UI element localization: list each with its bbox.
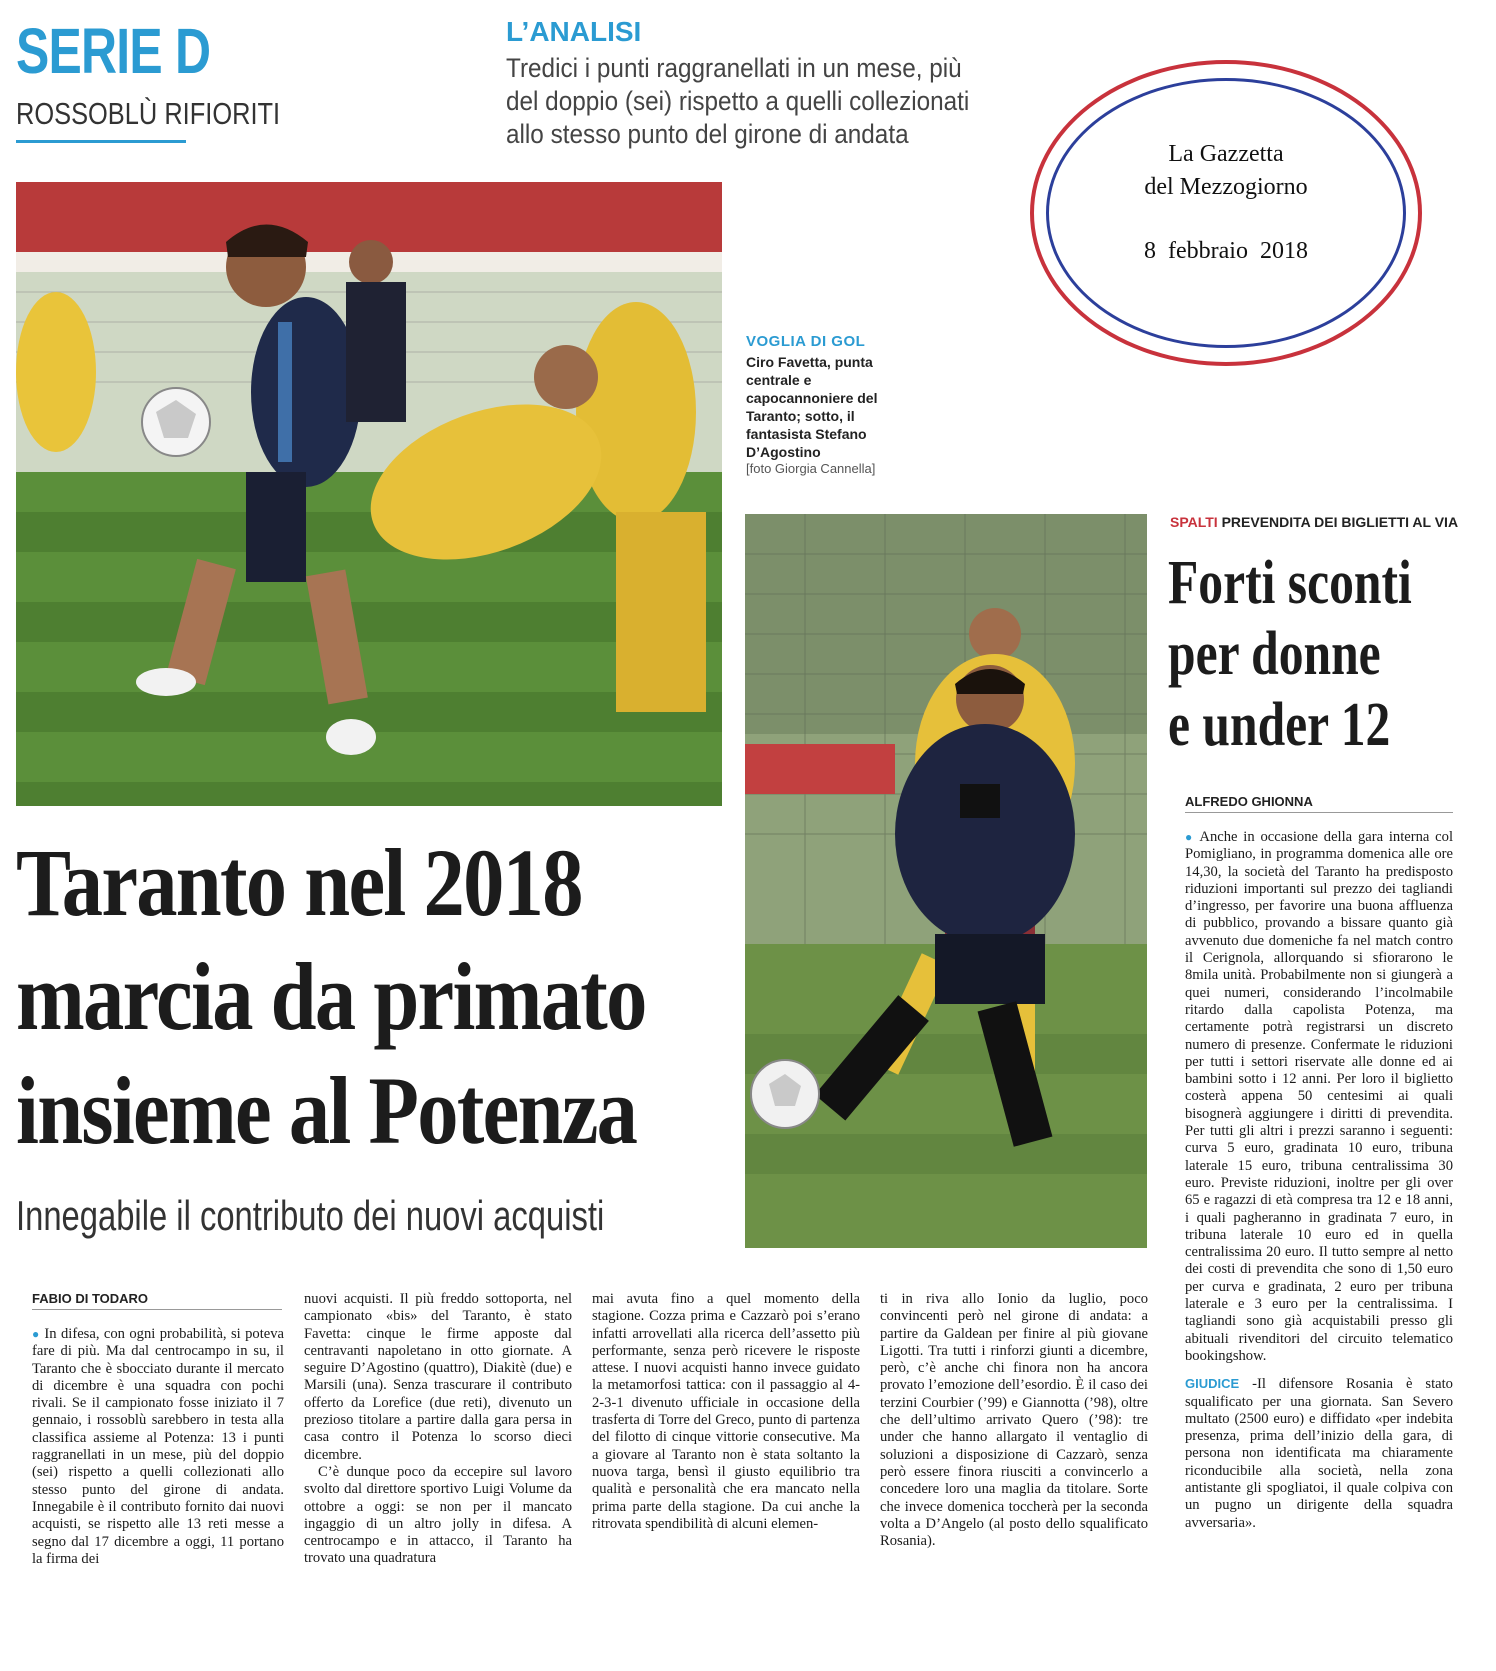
main-byline: FABIO DI TODARO (32, 1291, 282, 1310)
photo-caption-text: Ciro Favetta, punta centrale e capocannoniere del Taranto; sotto, il fantasista Stefano D’Agostino (746, 354, 878, 460)
main-photo-football-action (16, 182, 722, 806)
analysis-text: Tredici i punti raggranellati in un mese, più del doppio (sei) rispetto a quelli collezionati allo stesso punto del girone di andata (506, 53, 970, 149)
photo-caption-kicker: VOGLIA DI GOL (746, 333, 866, 350)
side-kicker-tag: SPALTI (1170, 514, 1218, 530)
side-headline (1168, 548, 1412, 761)
main-subheadline: Innegabile il contributo dei nuovi acquisti (16, 1192, 605, 1239)
giudice-label: GIUDICE (1185, 1376, 1240, 1392)
side-headline-line-1: Forti sconti (1168, 549, 1412, 617)
analysis-label: L’ANALISI (506, 16, 642, 47)
headline-line-1: Taranto nel 2018 (16, 829, 582, 936)
column-3-text: mai avuta fino a quel momento della stagione. Cozza prima e Cazzarò poi s’erano infatti arrovellati alla ricerca dell’assetto più performante, senza però ricevere le risposte attese. I nuovi acquisti hanno invece guidato la metamorfosi tattica: con il passaggio al 4-2-3-1 divenuto ufficiale in occasione della trasferta di Torre del Greco, punto di partenza del filotto di cinque vittorie consecutive. Ma a giovare al Taranto non è stata soltanto la nuova targa, bensì il giusto equilibrio tra qualità e personalità che era mancato nella prima parte della stagione. Da cui anche la ritrovata spendibilità di alcuni elemen- (592, 1291, 860, 1532)
second-photo-football-action (745, 514, 1147, 1248)
section-subtitle: ROSSOBLÙ RIFIORITI (16, 96, 281, 131)
photo-credit: [foto Giorgia Cannella] (746, 461, 876, 476)
column-2-paragraph-1: nuovi acquisti. Il più freddo sottoporta, nel campionato «bis» del Taranto, è stato Favetta: cinque le firme apposte dal centravanti napoletano in otto giornate. A seguire D’Agostino (quattro), Diakitè (due) e Marsili (una). Senza trascurare il contributo offerto da Lorefice (due reti), divenuto un prezioso titolare a partire dalla gara persa in casa contro il Potenza lo scorso dieci dicembre. (304, 1291, 572, 1463)
article-column-3 (592, 1291, 860, 1533)
article-column-1 (32, 1326, 284, 1568)
stamp-date: 8 febbraio 2018 (1144, 238, 1308, 264)
column-2-paragraph-2: C’è dunque poco da eccepire sul lavoro svolto dal direttore sportivo Luigi Volume da ottobre a oggi: se non per il mancato ingaggio di un altro jolly in difesa. A centrocampo e in attacco, il Taranto ha trovato una quadratura (304, 1463, 572, 1567)
side-headline-line-2: per donne (1168, 620, 1381, 688)
side-article-body (1185, 829, 1453, 1532)
column-1-text: In difesa, con ogni probabilità, si poteva fare di più. Ma dal centrocampo in su, il Taranto che è sbocciato durante il mercato di dicembre è una squadra con pochi rivali. Se il campionato fosse iniziato il 7 gennaio, i rossoblù sarebbero in testa alla classifica assieme al Potenza: 13 i punti raggranellati in un mese, più del doppio (sei) rispetto a quelli collezionati allo stesso punto del girone di andata. Innegabile è il contributo fornito dai nuovi acquisti, se rispetto alle 13 reti messe a segno dal 17 dicembre a oggi, 11 portano la firma dei (32, 1326, 285, 1567)
article-column-2 (304, 1291, 572, 1568)
main-headline (16, 826, 646, 1168)
headline-line-3: insieme al Potenza (16, 1057, 637, 1164)
giudice-text: -Il difensore Rosania è stato squalificato per una giornata. San Severo multato (2500 euro) e diffidato «per indebita presenza, prima dell’inizio della gara, di persona non identificata ma chiaramente riconducibile alla società, nella zona antistante gli spogliatoi, il quale colpiva con un pugno un dirigente della squadra avversaria». (1185, 1376, 1453, 1531)
section-rule (16, 140, 186, 143)
stamp-inner-ring (1046, 78, 1406, 348)
side-kicker (1170, 514, 1458, 530)
section-title: SERIE D (16, 15, 211, 87)
bullet-dot-icon: ● (1185, 830, 1195, 844)
stamp-line-1: La Gazzetta (1168, 141, 1284, 167)
headline-line-2: marcia da primato (16, 943, 646, 1050)
newspaper-stamp (1030, 60, 1422, 366)
article-column-4 (880, 1291, 1148, 1550)
side-article-text: Anche in occasione della gara interna col Pomigliano, in programma domenica alle ore 14,30, la società del Taranto ha predisposto riduzioni importanti sul prezzo dei tagliandi d’ingresso, per favorire una buona affluenza di pubblico, provando a bissare quanto già avvenuto due domeniche fa nel match contro il Cerignola, allorquando si sfiorarono le 8mila unità. Probabilmente non si giungerà a quei numeri, considerando l’incolmabile ritardo dalla capolista Potenza, ma certamente potrà registrarsi un discreto numero di presenze. Confermate le riduzioni per tutti i settori riservate alle donne ed ai bambini sotto i 12 anni. Per loro il biglietto costerà appena 50 centesimi ai quali bisognerà aggiungere i diritti di prevendita. Per tutti gli altri i prezzi saranno i seguenti: curva 5 euro, gradinata 10 euro, tribuna laterale 15 euro, tribuna centralissima 30 euro. Previste riduzioni, inoltre per gli over 65 e ragazzi di età compresa tra 12 e 18 anni, i quali pagheranno in gradinata 7 euro, in tribuna laterale 10 euro ed in quella centralissima 20 euro. Il tutto sempre al netto dei costi di prevendita che sono di 1,50 euro per curva e gradinata, 2 euro per tribuna laterale e 3 euro per la centralissima. I tagliandi sono già acquistabili presso gli abituali rivenditori del circuito telematico bookingshow. (1185, 829, 1454, 1364)
column-4-text: ti in riva allo Ionio da luglio, poco convincenti però nel girone di andata: a partire da Galdean per finire al più giovane Ligotti. Tra tutti i rinforzi giunti a dicembre, però, c’è anche chi finora non ha ancora provato l’emozione dell’esordio. È il caso dei terzini Courbier (’99) e Giannotta (’98), oltre che dell’ultimo arrivato Quero (’98): tre under che hanno allargato il ventaglio di soluzioni a disposizione di Cazzarò, senza però essere finora riusciti a convincerlo a concedere loro una maglia da titolare. Sorte che invece domenica toccherà per la seconda volta a D’Angelo (al posto dello squalificato Rosania). (880, 1291, 1148, 1550)
side-kicker-text: PREVENDITA DEI BIGLIETTI AL VIA (1221, 514, 1459, 530)
side-byline: ALFREDO GHIONNA (1185, 794, 1453, 813)
stamp-line-2: del Mezzogiorno (1144, 174, 1308, 200)
side-headline-line-3: e under 12 (1168, 691, 1391, 759)
bullet-dot-icon: ● (32, 1327, 41, 1341)
stamp-newspaper-name (1034, 138, 1418, 204)
